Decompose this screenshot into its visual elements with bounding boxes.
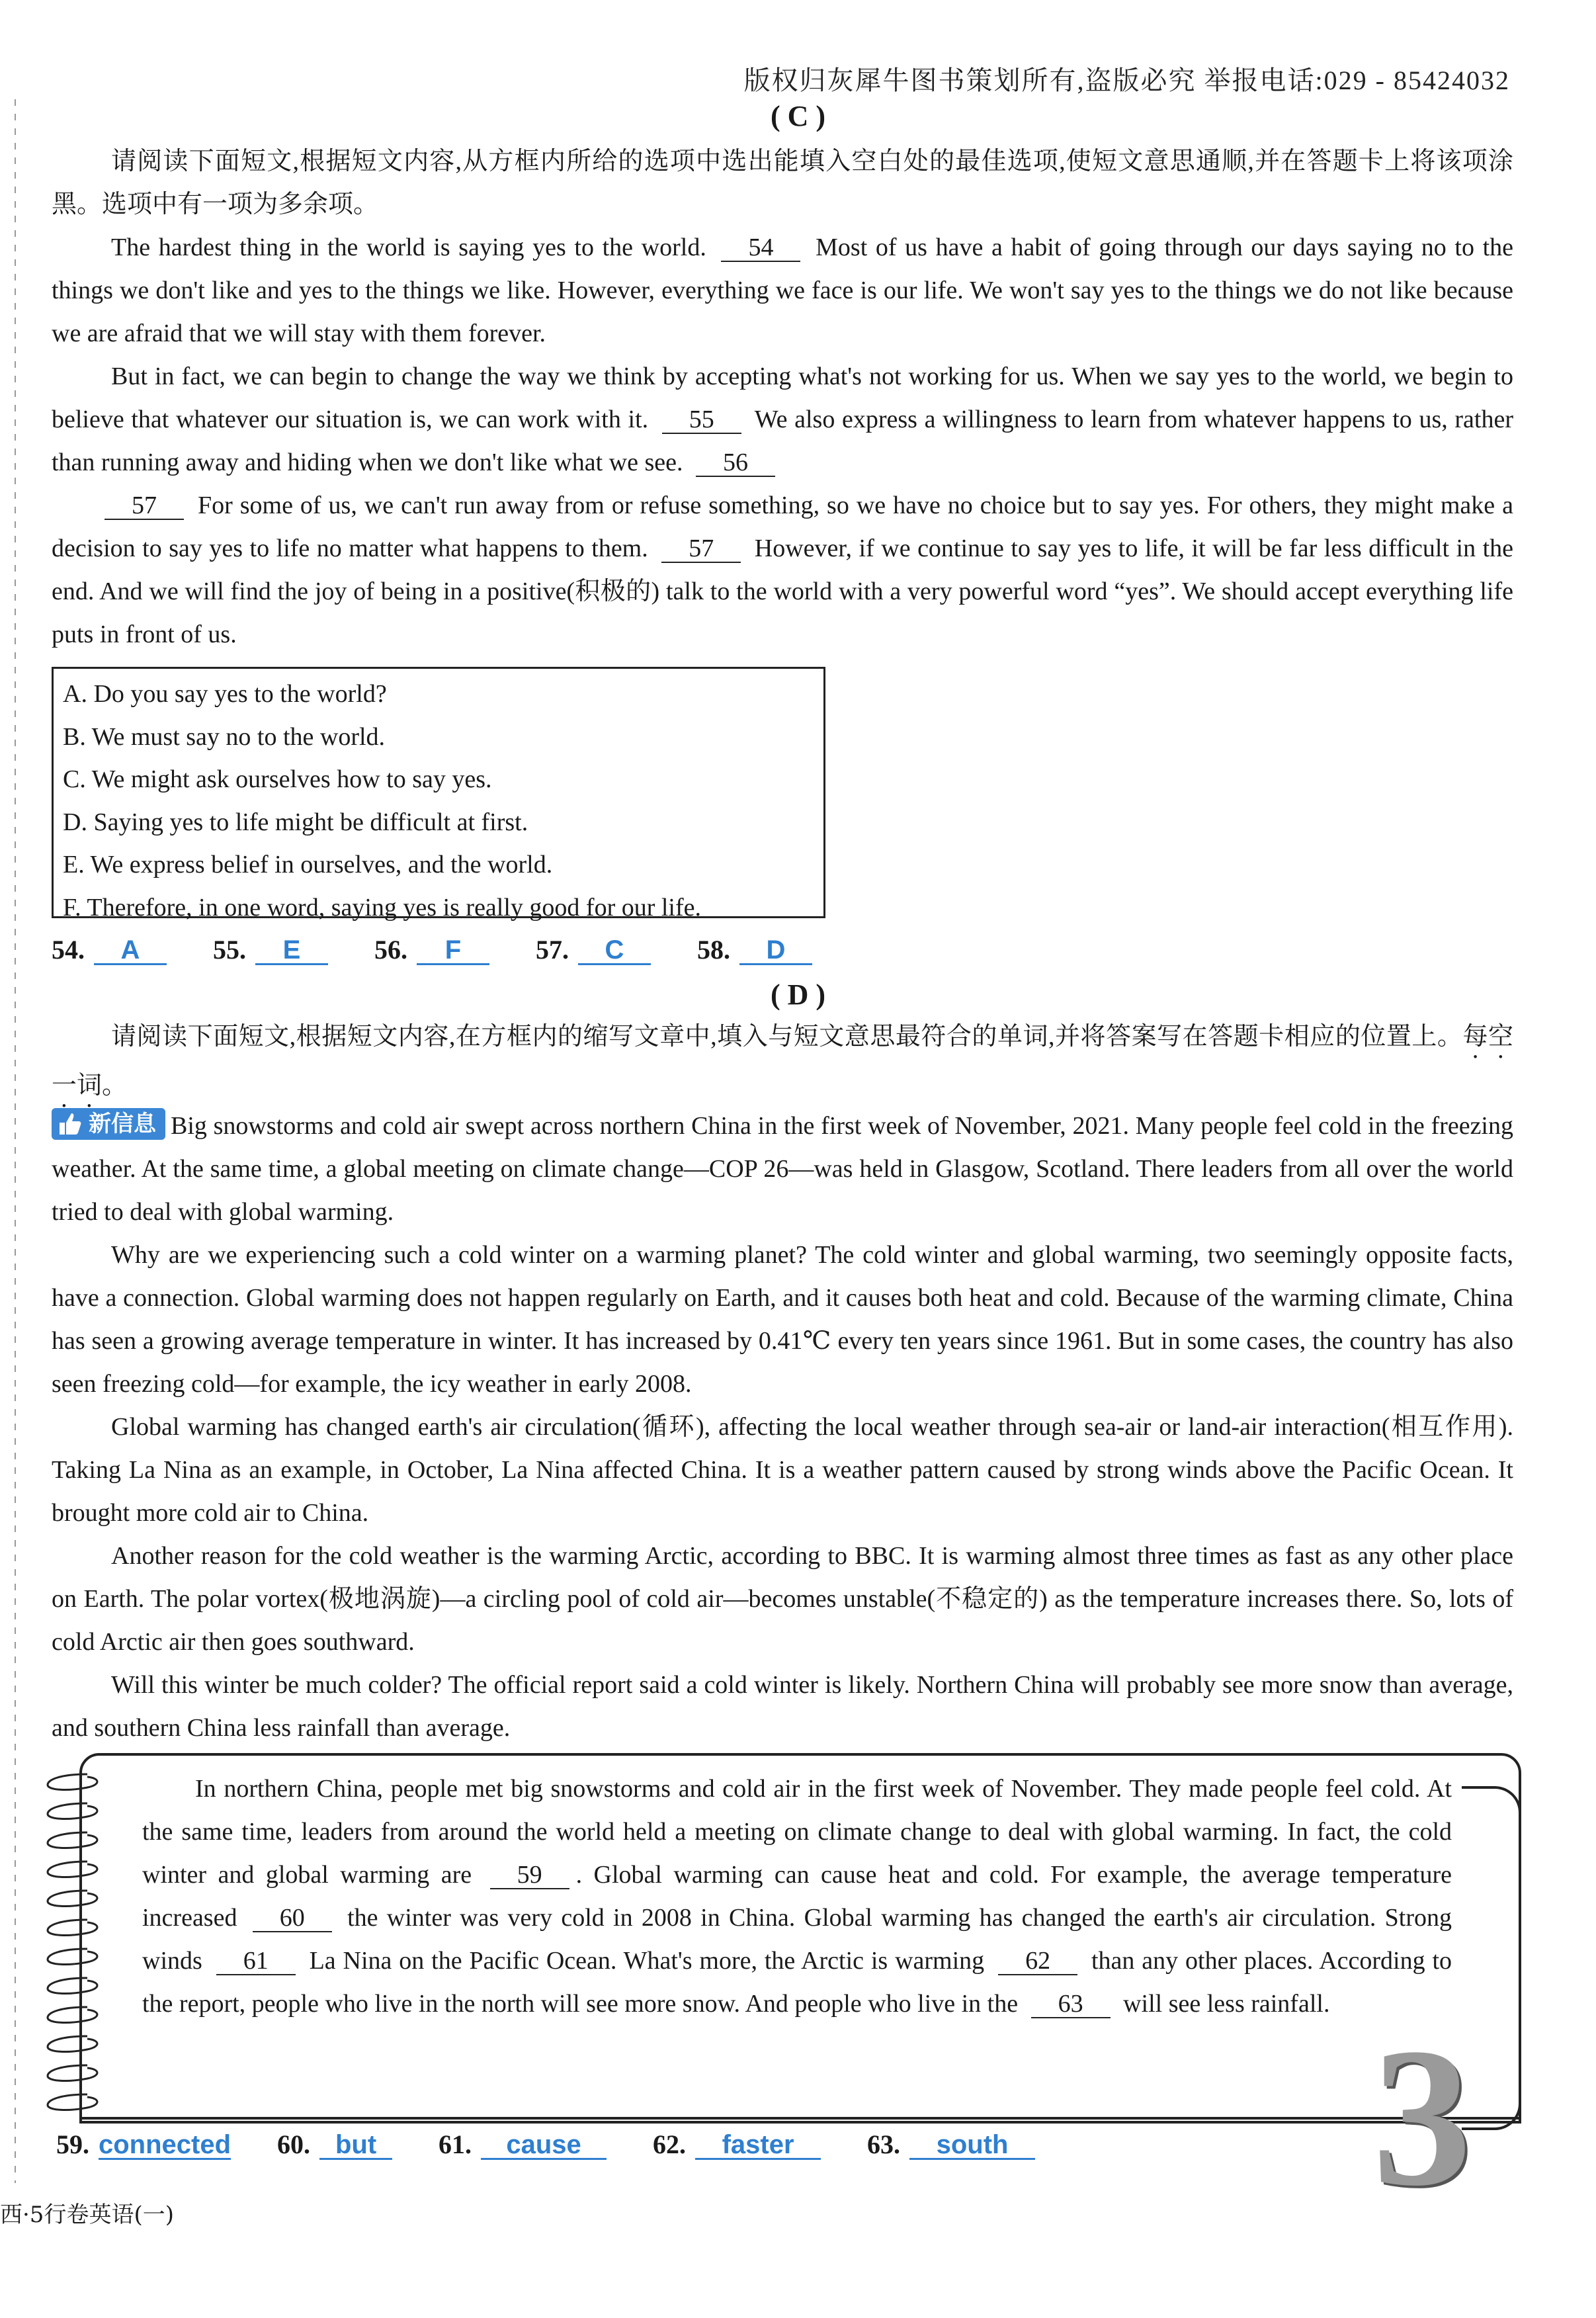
answer-63 xyxy=(867,2129,1035,2160)
section-c-instructions: 请阅读下面短文,根据短文内容,从方框内所给的选项中选出能填入空白处的最佳选项,使短文意思通顺,并在答题卡上将该项涂黑。选项中有一项为多余项。 xyxy=(52,148,1513,218)
notebook-bottom-line xyxy=(79,2117,1521,2120)
answer-56 xyxy=(374,934,489,965)
option-f: F. Therefore, in one word, saying yes is really good for our life. xyxy=(63,893,702,922)
section-d-answers xyxy=(56,2129,1075,2160)
answer-number: 60. xyxy=(277,2129,311,2159)
answer-number: 59. xyxy=(56,2129,89,2159)
summary-text-part: . Global warming can cause heat and cold. For example, the average temperature increased xyxy=(142,1861,1452,1932)
answer-value[interactable]: D xyxy=(739,937,812,965)
option-b: B. We must say no to the world. xyxy=(63,722,386,751)
answer-value[interactable]: faster xyxy=(695,2131,821,2160)
summary-text-part: the winter was very cold in 2008 in China. Global warming has changed the earth's air circulation. Strong winds xyxy=(142,1904,1452,1975)
answer-61 xyxy=(439,2129,607,2160)
summary-text-part: than any other places. According to the report, people who live in the north will see more snow. And people who live in the xyxy=(142,1947,1452,2018)
section-d-instructions xyxy=(52,1015,1513,1113)
answer-value[interactable]: connected xyxy=(99,2130,231,2159)
thumbs-up-icon xyxy=(57,1111,83,1137)
section-d-paragraph-4: Another reason for the cold weather is the warming Arctic, according to BBC. It is warming almost three times as fast as any other place on Earth. The polar vortex(极地涡旋)—a circling pool of cold air—becomes unstable(不稳定的) as the temperature increases there. So, lots of cold Arctic air then goes southward. xyxy=(52,1542,1513,1656)
answer-number: 55. xyxy=(213,935,246,965)
answer-number: 63. xyxy=(867,2129,901,2159)
answer-62 xyxy=(653,2129,821,2160)
tag-label: 新信息 xyxy=(89,1111,156,1137)
paragraph-text: We also express a willingness to learn from whatever happens to us, rather than running away and hiding when we don't like what we see. xyxy=(52,406,1513,476)
section-d-title: ( D ) xyxy=(770,978,826,1011)
answer-number: 57. xyxy=(536,935,569,965)
option-c: C. We might ask ourselves how to say yes. xyxy=(63,765,492,793)
paragraph-text: Big snowstorms and cold air swept across northern China in the first week of November, 2021. Many people feel cold in the freezing weather. At the same time, a global meeting on climate change—COP 26—was held in Glasgow, Scotland. There leaders from all over the world tried to deal with global warming. xyxy=(52,1112,1513,1226)
section-c-title: ( C ) xyxy=(770,100,826,132)
binding-margin-line xyxy=(15,99,16,2183)
section-d-paragraph-3: Global warming has changed earth's air circulation(循环), affecting the local weather through sea-air or land-air interaction(相互作用). Taking La Nina as an example, in October, La Nina affected China. It is a weather pattern caused by strong winds above the Pacific Ocean. It brought more cold air to China. xyxy=(52,1413,1513,1527)
blank-56[interactable]: 56 xyxy=(696,449,775,477)
answer-value[interactable]: A xyxy=(94,937,167,965)
blank-63[interactable]: 63 xyxy=(1031,1991,1111,2018)
answer-number: 62. xyxy=(653,2129,687,2159)
answer-number: 56. xyxy=(374,935,407,965)
section-d-paragraph-5: Will this winter be much colder? The official report said a cold winter is likely. Northern China will probably see more snow than average, and southern China less rainfall than average. xyxy=(52,1671,1513,1742)
blank-60[interactable]: 60 xyxy=(253,1905,332,1932)
answer-value[interactable]: E xyxy=(255,937,328,965)
page-number-watermark: 3 xyxy=(1372,2007,1472,2227)
answer-value[interactable]: cause xyxy=(481,2131,607,2160)
paragraph-text: However, if we continue to say yes to life, it will be far less difficult in the end. And we will find the joy of being in a positive(积极的) talk to the world with a very powerful word “yes”. We should accept everything life puts in front of us. xyxy=(52,535,1514,648)
section-c-paragraph-3 xyxy=(52,484,1513,656)
answer-55 xyxy=(213,934,328,965)
options-box xyxy=(52,667,825,922)
section-c-answers xyxy=(52,934,852,965)
answer-value[interactable]: C xyxy=(578,937,651,965)
section-c-paragraph-1 xyxy=(52,226,1513,355)
instruction-text: 请阅读下面短文,根据短文内容,在方框内的缩写文章中,填入与短文意思最符合的单词,并将答案写在答题卡相应的位置上。 xyxy=(111,1023,1463,1051)
section-d-paragraph-1 xyxy=(52,1105,1513,1234)
page-footer: 西·5行卷英语(一) xyxy=(0,2202,174,2228)
answer-number: 58. xyxy=(697,935,730,965)
answer-60 xyxy=(277,2129,392,2160)
answer-value[interactable]: but xyxy=(319,2131,392,2160)
notebook-spiral-binding xyxy=(41,1765,120,2135)
blank-54[interactable]: 54 xyxy=(721,234,800,262)
copyright-header: 版权归灰犀牛图书策划所有,盗版必究 举报电话:029 - 85424032 xyxy=(743,65,1510,95)
answer-59 xyxy=(56,2129,231,2160)
blank-62[interactable]: 62 xyxy=(998,1948,1077,1975)
blank-59[interactable]: 59 xyxy=(490,1862,569,1889)
option-a: A. Do you say yes to the world? xyxy=(63,680,387,708)
paragraph-text: But in fact, we can begin to change the way we think by accepting what's not working for us. When we say yes to the world, we begin to believe that whatever our situation is, we can work with it. xyxy=(52,363,1513,433)
answer-57 xyxy=(536,934,651,965)
emphasized-instruction: 每空一词 xyxy=(52,1023,1513,1099)
instruction-text: 。 xyxy=(102,1072,128,1099)
paragraph-text: Most of us have a habit of going through our days saying no to the things we don't like and yes to the things we like. However, everything we face is our life. We won't say yes to the things we do not like because we are afraid that we will stay with them forever. xyxy=(52,234,1514,347)
summary-text-part: In northern China, people met big snowstorms and cold air in the first week of November. They made people feel cold. At the same time, leaders from around the world held a meeting on climate change to deal with global warming. In fact, the cold winter and global warming are xyxy=(142,1775,1452,1889)
blank-61[interactable]: 61 xyxy=(216,1948,296,1975)
blank-57-repeat[interactable]: 57 xyxy=(661,535,741,563)
summary-text-part: La Nina on the Pacific Ocean. What's more, the Arctic is warming xyxy=(309,1947,985,1975)
option-d: D. Saying yes to life might be difficult at first. xyxy=(63,808,528,836)
answer-number: 54. xyxy=(52,935,85,965)
new-info-tag xyxy=(52,1108,165,1140)
summary-text-part: will see less rainfall. xyxy=(1123,1990,1330,2018)
answer-54 xyxy=(52,934,167,965)
answer-value[interactable]: F xyxy=(417,937,489,965)
paragraph-text: The hardest thing in the world is saying yes to the world. xyxy=(111,234,706,261)
option-e: E. We express belief in ourselves, and the world. xyxy=(63,851,553,879)
section-c-paragraph-2 xyxy=(52,355,1513,484)
answer-value[interactable]: south xyxy=(909,2131,1035,2160)
answer-number: 61. xyxy=(439,2129,472,2159)
answer-58 xyxy=(697,934,812,965)
blank-55[interactable]: 55 xyxy=(662,406,741,434)
blank-57[interactable]: 57 xyxy=(105,492,184,520)
section-d-paragraph-2: Why are we experiencing such a cold winter on a warming planet? The cold winter and global warming, two seemingly opposite facts, have a connection. Global warming does not happen regularly on Earth, and it causes both heat and cold. Because of the warming climate, China has seen a growing average temperature in winter. It has increased by 0.41℃ every ten years since 1961. But in some cases, the country has also seen freezing cold—for example, the icy weather in early 2008. xyxy=(52,1241,1513,1398)
summary-text xyxy=(142,1768,1452,2026)
paragraph-text: For some of us, we can't run away from or refuse something, so we have no choice but to say yes. For others, they might make a decision to say yes to life no matter what happens to them. xyxy=(52,492,1514,562)
